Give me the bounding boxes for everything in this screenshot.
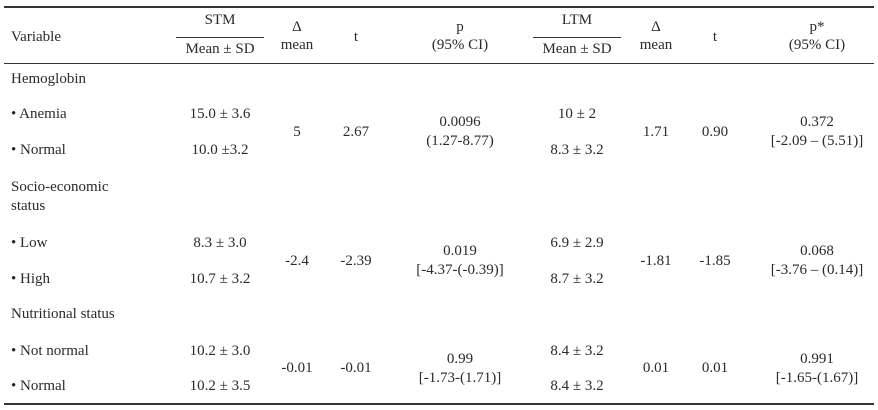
delta-mean-ltm: 0.01 <box>642 360 670 376</box>
delta-mean-stm: -0.01 <box>281 360 313 376</box>
delta-mean-stm: -2.4 <box>285 253 309 269</box>
header-p2-ci: (95% CI) <box>788 37 846 53</box>
row-label: • Normal <box>11 378 66 394</box>
row-label: • High <box>11 271 51 287</box>
header-rule <box>4 63 874 64</box>
ltm-value: 6.9 ± 2.9 <box>550 235 604 251</box>
header-stm-sub: Mean ± SD <box>176 37 264 58</box>
ltm-value: 8.4 ± 3.2 <box>550 343 604 359</box>
header-delta1-mean: mean <box>280 37 314 53</box>
stm-value: 10.2 ± 3.5 <box>189 378 251 394</box>
p-stm: 0.99 <box>446 351 474 367</box>
header-stm: STM <box>204 12 236 28</box>
row-label: • Not normal <box>11 343 89 359</box>
header-variable: Variable <box>11 29 61 45</box>
ci-stm: [-1.73-(1.71)] <box>418 370 502 386</box>
ltm-value: 8.4 ± 3.2 <box>550 378 604 394</box>
header-ltm-sub: Mean ± SD <box>533 37 621 58</box>
row-label: • Normal <box>11 142 66 158</box>
p-stm: 0.019 <box>443 243 477 259</box>
group-title-hemoglobin: Hemoglobin <box>11 71 86 87</box>
stm-value: 10.0 ±3.2 <box>191 142 249 158</box>
ci-stm: (1.27-8.77) <box>426 133 494 149</box>
group-title-socioeconomic: Socio-economic <box>11 179 109 195</box>
header-delta2: Δ <box>651 19 661 35</box>
delta-mean-ltm: -1.81 <box>640 253 672 269</box>
delta-mean-ltm: 1.71 <box>642 124 670 140</box>
delta-mean-stm: 5 <box>293 124 301 140</box>
p-ltm: 0.068 <box>800 243 834 259</box>
header-p1: p <box>456 19 464 35</box>
header-t1: t <box>353 29 359 45</box>
row-label: • Low <box>11 235 48 251</box>
p-ltm: 0.991 <box>800 351 834 367</box>
group-title-nutritional: Nutritional status <box>11 306 115 322</box>
header-delta2-mean: mean <box>639 37 673 53</box>
header-ltm: LTM <box>561 12 593 28</box>
group-title-socioeconomic-line2: status <box>11 198 46 214</box>
t-ltm: 0.90 <box>701 124 729 140</box>
top-rule <box>4 6 874 8</box>
header-delta1: Δ <box>292 19 302 35</box>
bottom-rule <box>4 403 874 405</box>
header-p1-ci: (95% CI) <box>431 37 489 53</box>
p-ltm: 0.372 <box>800 114 834 130</box>
stm-value: 15.0 ± 3.6 <box>189 106 251 122</box>
row-label: • Anemia <box>11 106 67 122</box>
ci-ltm: [-1.65-(1.67)] <box>775 370 859 386</box>
ltm-value: 8.7 ± 3.2 <box>550 271 604 287</box>
t-stm: -0.01 <box>340 360 372 376</box>
t-stm: -2.39 <box>340 253 372 269</box>
t-ltm: -1.85 <box>699 253 731 269</box>
header-p2: p* <box>809 19 825 35</box>
ci-ltm: [-2.09 – (5.51)] <box>770 133 864 149</box>
stm-value: 8.3 ± 3.0 <box>193 235 247 251</box>
p-stm: 0.0096 <box>439 114 481 130</box>
t-ltm: 0.01 <box>701 360 729 376</box>
ci-stm: [-4.37-(-0.39)] <box>416 262 504 278</box>
stm-value: 10.2 ± 3.0 <box>189 343 251 359</box>
ci-ltm: [-3.76 – (0.14)] <box>770 262 864 278</box>
header-t2: t <box>712 29 718 45</box>
ltm-value: 10 ± 2 <box>557 106 597 122</box>
t-stm: 2.67 <box>342 124 370 140</box>
stm-value: 10.7 ± 3.2 <box>189 271 251 287</box>
ltm-value: 8.3 ± 3.2 <box>550 142 604 158</box>
